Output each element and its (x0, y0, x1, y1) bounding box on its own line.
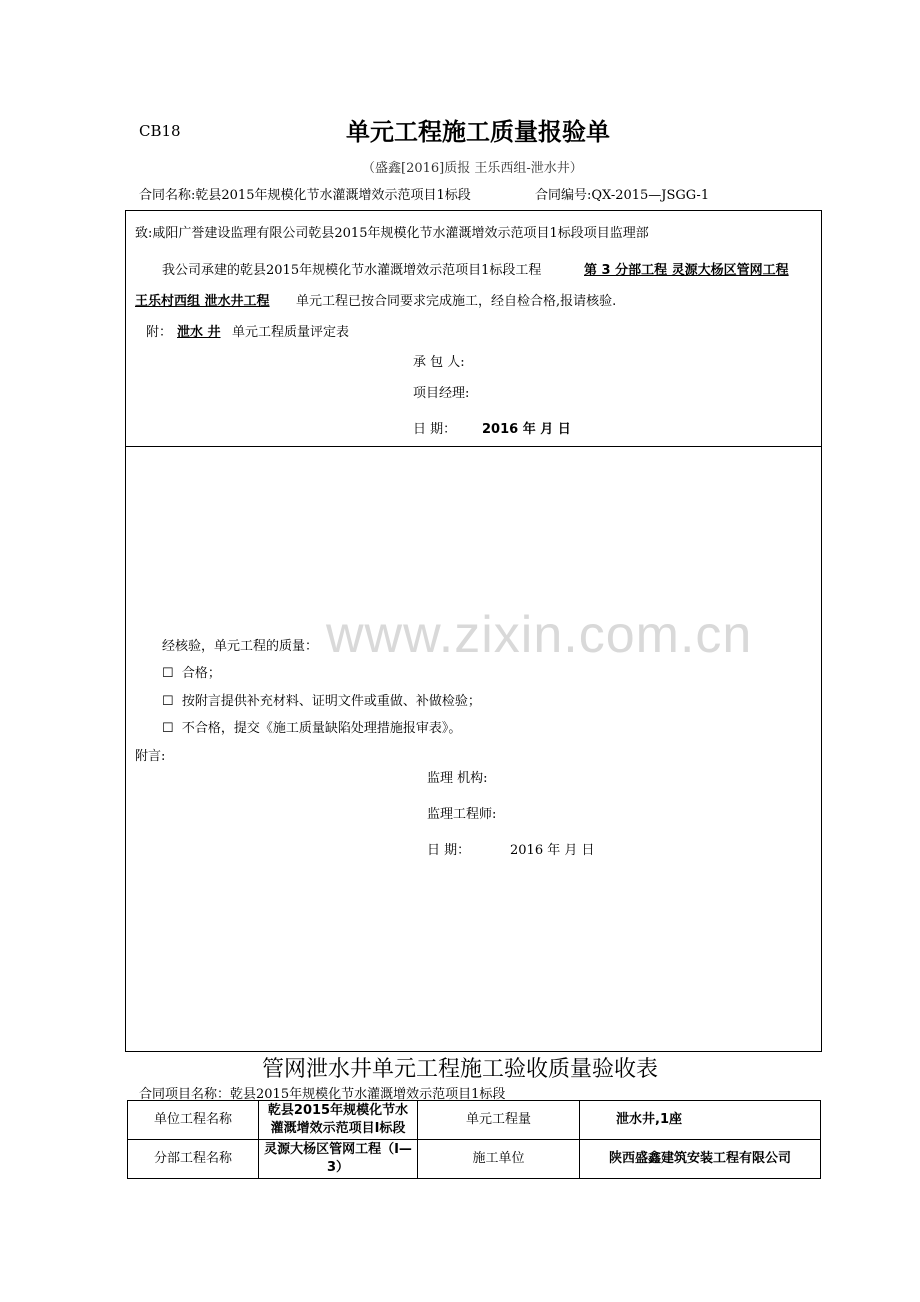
acceptance-title: 管网泄水井单元工程施工验收质量验收表 (262, 1057, 659, 1082)
body-prefix: 我公司承建的乾县2015年规模化节水灌溉增效示范项目1标段工程 (162, 263, 542, 278)
sub-project: 第 3 分部工程 灵源大杨区管网工程 (584, 263, 789, 278)
attachment-item: 泄水 井 (177, 325, 221, 340)
table-label: 施工单位 (418, 1140, 580, 1179)
checkbox-icon[interactable]: ☐ (162, 666, 174, 681)
submission-box (125, 210, 822, 447)
project-manager-label: 项目经理: (413, 386, 470, 401)
addressee: 致:咸阳广誉建设监理有限公司乾县2015年规模化节水灌溉增效示范项目1标段项目监理部 (135, 226, 649, 241)
option-label: 不合格，提交《施工质量缺陷处理措施报审表》。 (181, 721, 462, 736)
attachment-label: 附： (146, 325, 173, 340)
body-suffix: 单元工程已按合同要求完成施工，经自检合格,报请核验. (296, 294, 617, 309)
supervision-engineer-label: 监理工程师: (427, 807, 497, 822)
table-value: 灵源大杨区管网工程（Ⅰ—3） (259, 1140, 418, 1179)
submission-date-label: 日 期： (413, 422, 457, 437)
table-row (128, 1101, 821, 1140)
table-label: 分部工程名称 (128, 1140, 259, 1179)
review-date-value: 2016 年 月 日 (510, 843, 595, 858)
table-label: 单元工程量 (418, 1101, 580, 1140)
table-value: 泄水井,1座 (580, 1101, 821, 1140)
table-label: 单位工程名称 (128, 1101, 259, 1140)
reference-number: （盛鑫[2016]质报 王乐西组-泄水井） (362, 161, 583, 176)
form-code: CB18 (139, 122, 181, 140)
table-row (128, 1140, 821, 1179)
checkbox-icon[interactable]: ☐ (162, 721, 174, 736)
note-label: 附言: (135, 749, 166, 764)
contract-number: 合同编号:QX-2015—JSGG-1 (535, 188, 710, 203)
checkbox-icon[interactable]: ☐ (162, 694, 174, 709)
page-title: 单元工程施工质量报验单 (346, 118, 610, 146)
review-intro: 经核验，单元工程的质量： (162, 639, 319, 654)
review-box (125, 446, 822, 1052)
option-qualified (162, 662, 221, 681)
option-supplement (162, 690, 481, 709)
option-label: 合格； (181, 666, 221, 681)
submission-date-value: 2016 年 月 日 (482, 422, 571, 437)
watermark: www.zixin.com.cn (326, 606, 753, 664)
acceptance-table (127, 1100, 821, 1179)
table-value: 乾县2015年规模化节水灌溉增效示范项目Ⅰ标段 (259, 1101, 418, 1140)
unit-project: 王乐村西组 泄水井工程 (135, 294, 270, 309)
supervision-org-label: 监理 机构: (427, 771, 488, 786)
option-label: 按附言提供补充材料、证明文件或重做、补做检验； (181, 694, 481, 709)
table-value: 陕西盛鑫建筑安装工程有限公司 (580, 1140, 821, 1179)
acceptance-project-name: 合同项目名称：乾县2015年规模化节水灌溉增效示范项目1标段 (139, 1087, 506, 1102)
option-unqualified (162, 717, 461, 736)
contractor-label: 承 包 人: (413, 355, 465, 370)
review-date-label: 日 期： (427, 843, 471, 858)
attachment-suffix: 单元工程质量评定表 (232, 325, 350, 340)
contract-name: 合同名称:乾县2015年规模化节水灌溉增效示范项目1标段 (139, 188, 471, 203)
